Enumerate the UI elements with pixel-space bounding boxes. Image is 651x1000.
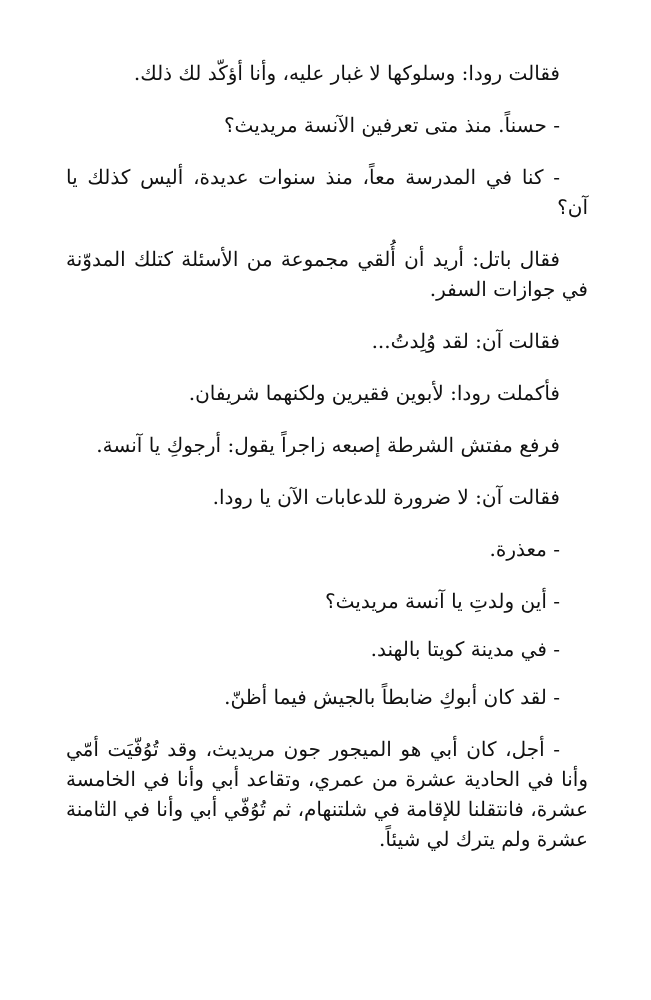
- paragraph-11: - في مدينة كويتا بالهند.: [370, 637, 560, 661]
- paragraph-6: فأكملت رودا: لأبوين فقيرين ولكنهما شريفان.: [188, 381, 560, 405]
- book-page: [66, 58, 588, 876]
- paragraph-2: - حسناً. منذ متى تعرفين الآنسة مريديث؟: [223, 113, 560, 137]
- paragraph-7: فرفع مفتش الشرطة إصبعه زاجراً يقول: أرجوكِ يا آنسة.: [96, 433, 560, 457]
- paragraph-9: - معذرة.: [489, 537, 560, 561]
- paragraph-10: - أين ولدتِ يا آنسة مريديث؟: [325, 589, 560, 613]
- paragraph-1: فقالت رودا: وسلوكها لا غبار عليه، وأنا أؤكّد لك ذلك.: [133, 61, 560, 85]
- paragraph-4: فقال باتل: أريد أن أُلقي مجموعة من الأسئلة كتلك المدوّنة في جوازات السفر.: [66, 247, 588, 301]
- paragraph-8: فقالت آن: لا ضرورة للدعابات الآن يا رودا.: [212, 485, 560, 509]
- paragraph-5: فقالت آن: لقد وُلِدتُ...: [371, 329, 560, 353]
- paragraph-3: - كنا في المدرسة معاً، منذ سنوات عديدة، أليس كذلك يا آن؟: [66, 165, 588, 219]
- paragraph-12: - لقد كان أبوكِ ضابطاً بالجيش فيما أظنّ.: [224, 685, 560, 709]
- paragraph-13: - أجل، كان أبي هو الميجور جون مريديث، وقد تُوُفّيَت أمّي وأنا في الحادية عشرة من عمري، وتقاعد أبي وأنا في الخامسة عشرة، فانتقلنا للإقامة في شلتنهام، ثم تُوُفّي أبي وأنا في الثامنة عشرة ولم يترك لي شيئاً.: [66, 737, 589, 851]
